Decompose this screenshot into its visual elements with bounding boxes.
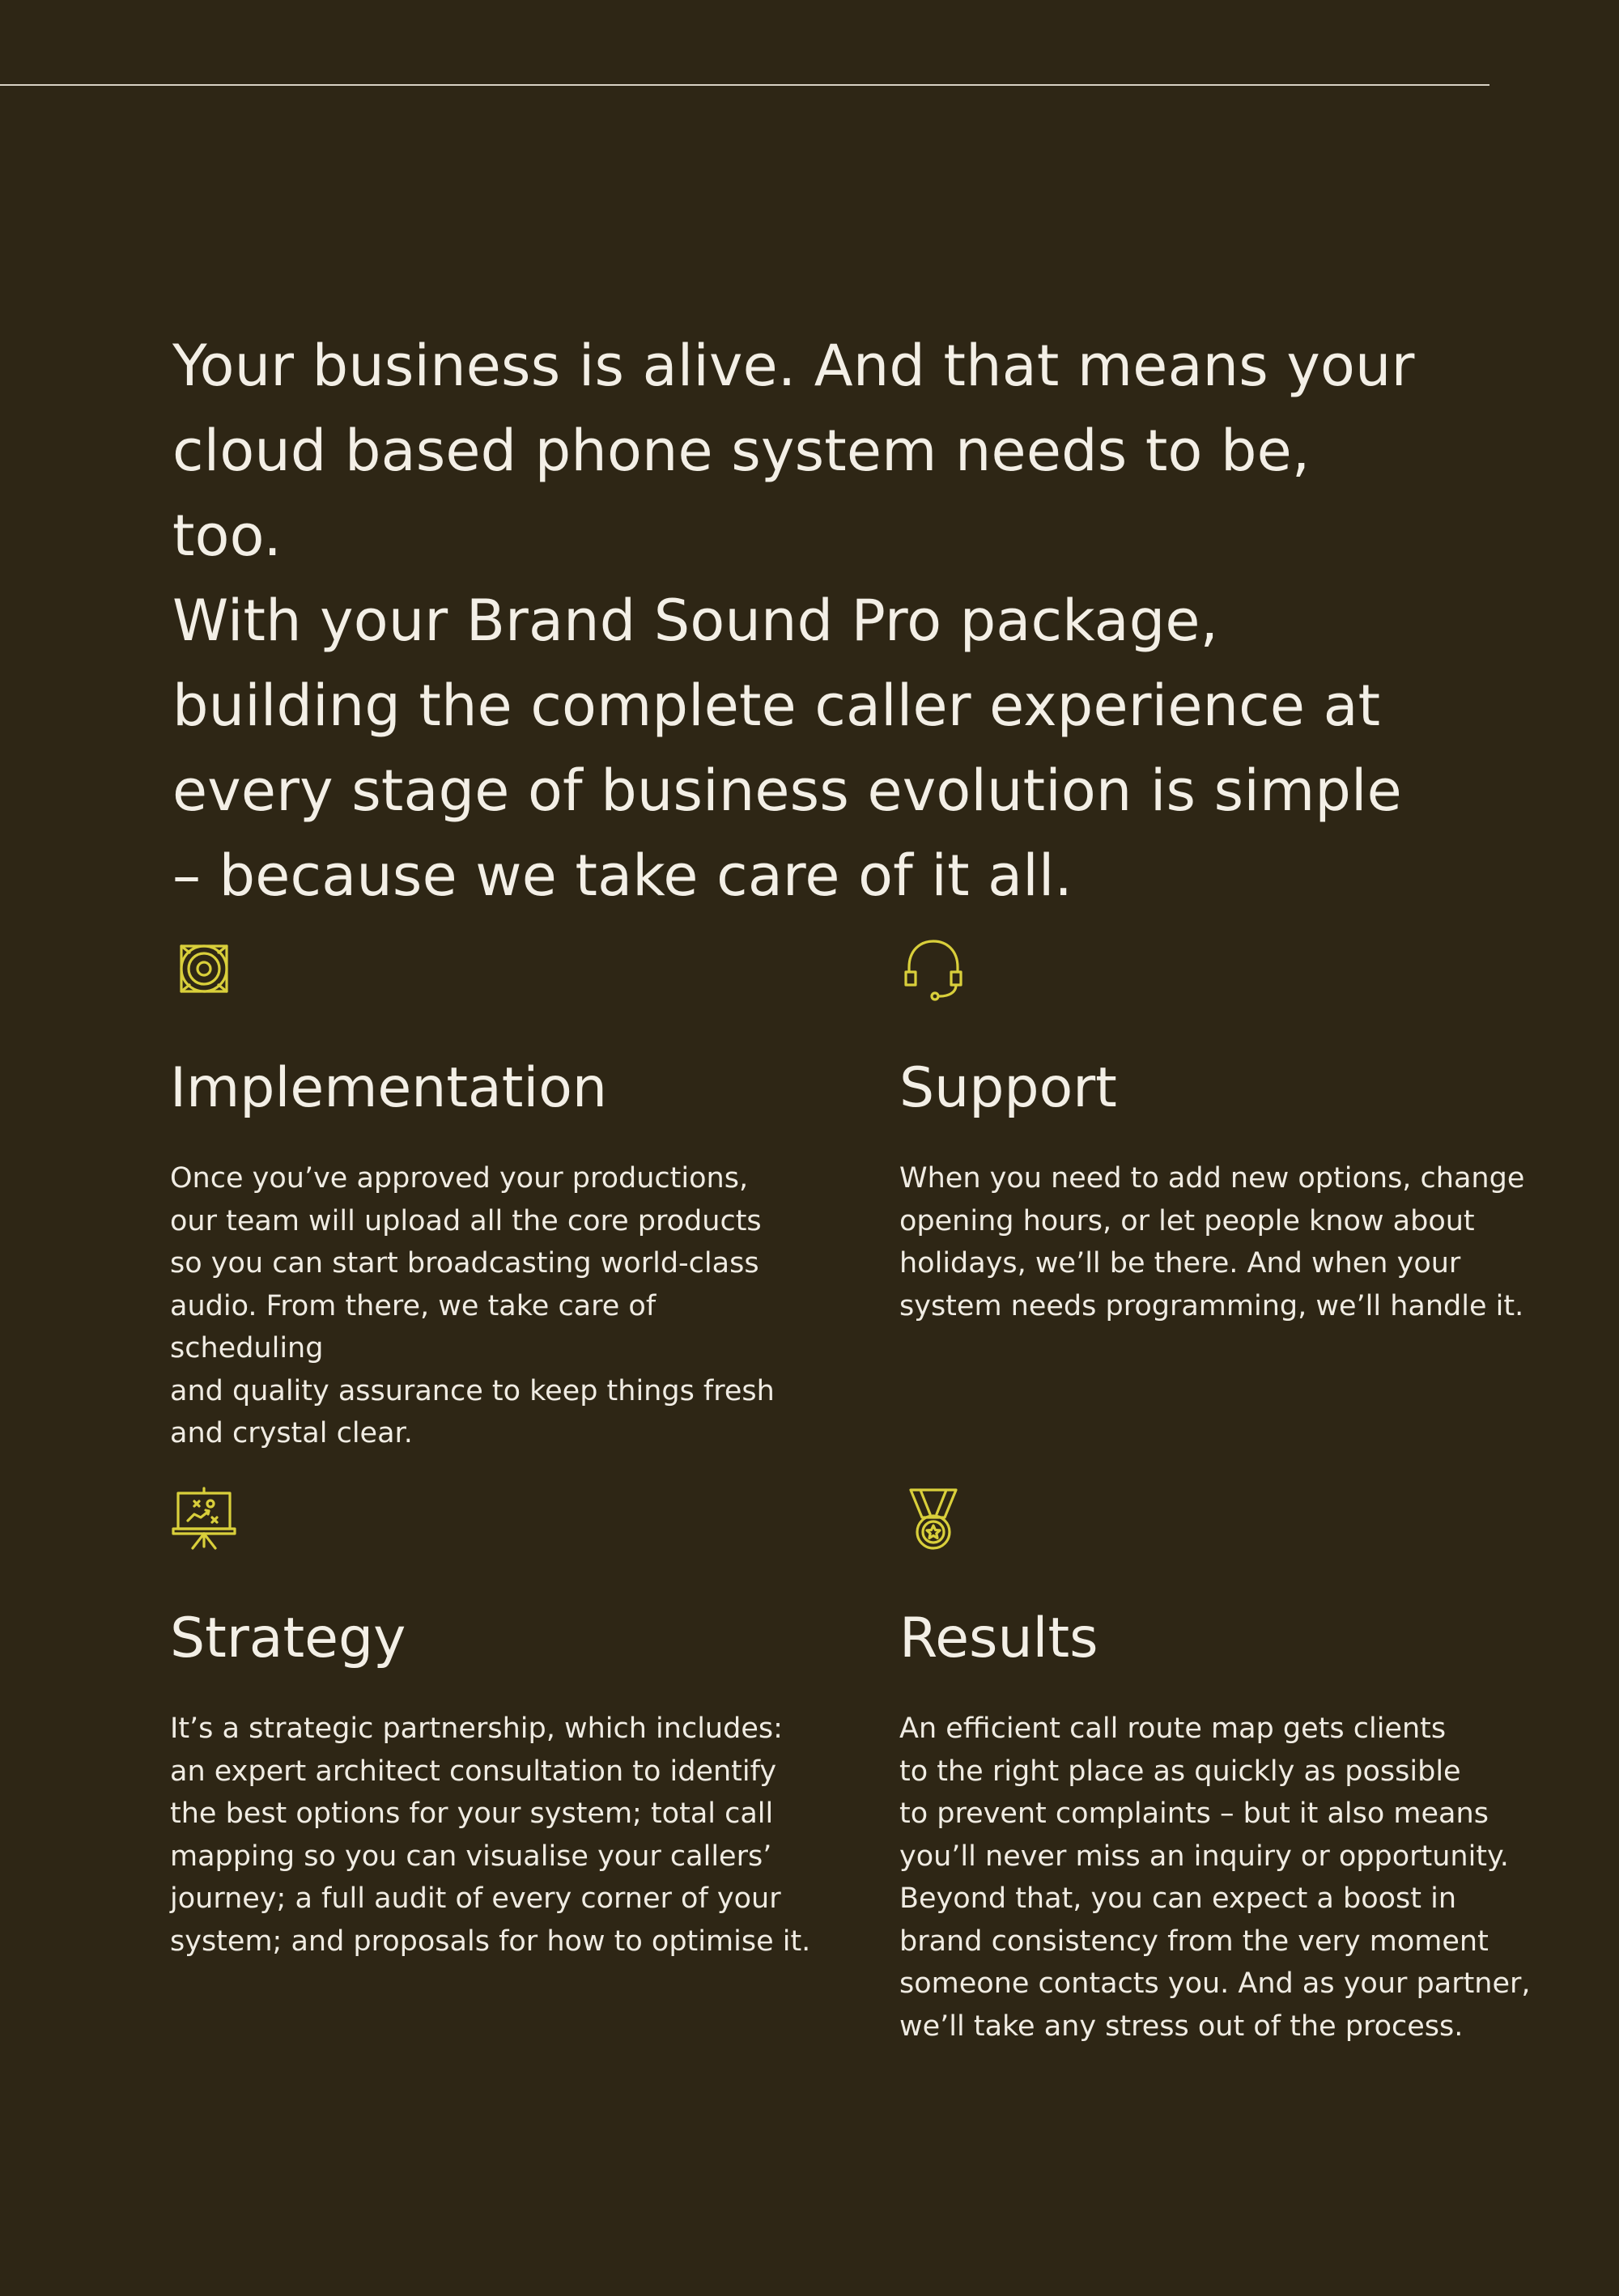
feature-title: Implementation [170,1056,607,1120]
feature-title: Support [899,1056,1117,1120]
speaker-icon [170,935,238,1003]
medal-icon [899,1485,967,1553]
feature-title: Results [899,1606,1098,1670]
feature-body: Once you’ve approved your productions, our team will upload all the core products so you can start broadcasting world-class audio. From there, we take care of scheduling and quality assurance to keep things fresh and crystal clear. [170,1162,775,1449]
feature-title: Strategy [170,1606,406,1670]
feature-support [899,935,1525,1322]
intro-statement: Your business is alive. And that means your cloud based phone system needs to be, too. With your Brand Sound Pro package, building the complete caller experience at every stage of business evolution is simple – because we take care of it all. [172,333,1415,909]
feature-body: When you need to add new options, change opening hours, or let people know about holidays, we’ll be there. And when your system needs programming, we’ll handle it. [899,1162,1525,1322]
top-divider [0,84,1489,86]
feature-body: It’s a strategic partnership, which includes: an expert architect consultation to identify the best options for your system; total call mapping so you can visualise your callers’ journey; a full audit of every corner of your system; and proposals for how to optimise it. [170,1712,811,1958]
feature-results [899,1485,1531,2043]
strategy-board-icon [170,1485,238,1553]
headset-icon [899,935,967,1003]
feature-body: An efficient call route map gets clients to the right place as quickly as possible to prevent complaints – but it also means you’ll never miss an inquiry or opportunity. Beyond that, you can expect a boost in brand consistency from the very moment someone contacts you. And as your partner, we’ll take any stress out of the process. [899,1712,1531,2043]
feature-strategy [170,1485,811,1958]
feature-implementation [170,935,775,1449]
